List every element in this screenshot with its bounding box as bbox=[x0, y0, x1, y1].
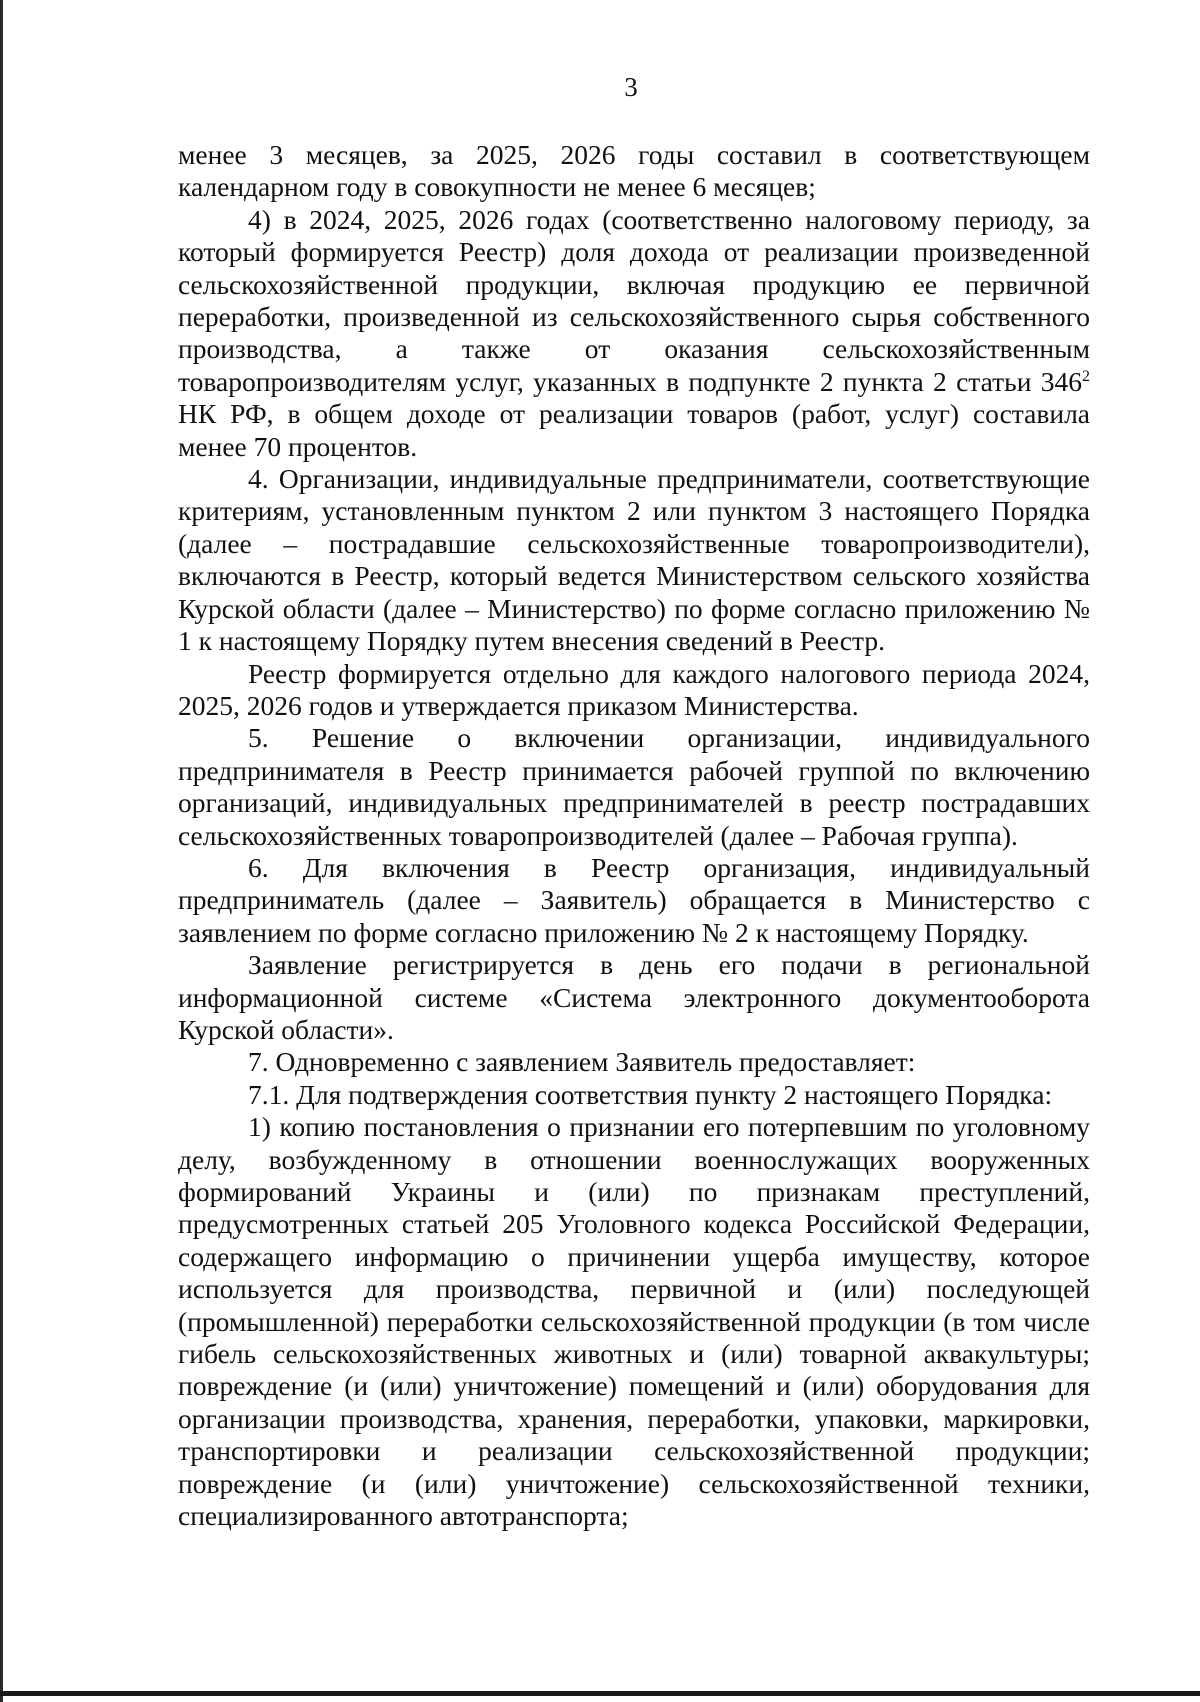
paragraph-clause-6: 6. Для включения в Реестр организация, индивидуальный предприниматель (далее – Заявитель) обращается в Министерство с заявлением по форме согласно приложению № 2 к настоящему Порядку. bbox=[178, 851, 1090, 948]
paragraph-clause-5: 5. Решение о включении организации, индивидуального предпринимателя в Реестр принимается рабочей группой по включению организаций, индивидуальных предпринимателей в реестр пострадавших сельскохозяйственных товаропроизводителей (далее – Рабочая группа). bbox=[178, 722, 1090, 851]
scan-left-edge bbox=[0, 0, 3, 1702]
paragraph-clause-7: 7. Одновременно с заявлением Заявитель предоставляет: bbox=[248, 1046, 916, 1078]
paragraph-continuation: менее 3 месяцев, за 2025, 2026 годы составил в соответствующем календарном году в совокупности не менее 6 месяцев; bbox=[178, 139, 1090, 203]
paragraph-registry-formation: Реестр формируется отдельно для каждого налогового периода 2024, 2025, 2026 годов и утверждается приказом Министерства. bbox=[178, 657, 1090, 721]
paragraph-text-after: НК РФ, в общем доходе от реализации товаров (работ, услуг) составила менее 70 процентов. bbox=[178, 398, 1090, 462]
page-number: 3 bbox=[624, 72, 638, 102]
paragraph-clause-4: 4. Организации, индивидуальные предприниматели, соответствующие критериям, установленным пунктом 2 или пунктом 3 настоящего Порядка (далее – пострадавшие сельскохозяйственные товаропроизводители), включаются в Реестр, который ведется Министерством сельского хозяйства Курской области (далее – Министерство) по форме согласно приложению № 1 к настоящему Порядку путем внесения сведений в Реестр. bbox=[178, 463, 1090, 657]
paragraph-application-registration: Заявление регистрируется в день его подачи в региональной информационной системе «Система электронного документооборота Курской области». bbox=[178, 949, 1090, 1045]
scan-bottom-edge bbox=[0, 1691, 1200, 1696]
document-body bbox=[178, 139, 1090, 1532]
paragraph-text: 4) в 2024, 2025, 2026 годах (соответственно налоговому периоду, за который формируется Реестр) доля дохода от реализации произведенной сельскохозяйственной продукции, включая продукцию ее первичной переработки, произведенной из сельскохозяйственного сырья собственного производства, а также от оказания сельскохозяйственным товаропроизводителям услуг, указанных в подпункте 2 пункта 2 статьи 346 bbox=[178, 203, 1090, 397]
paragraph-item-4-income-share bbox=[178, 204, 1090, 463]
paragraph-clause-7-1: 7.1. Для подтверждения соответствия пункту 2 настоящего Порядка: bbox=[248, 1078, 1053, 1110]
paragraph-item-1-resolution-copy: 1) копию постановления о признании его потерпевшим по уголовному делу, возбужденному в отношении военнослужащих вооруженных формирований Украины и (или) по признакам преступлений, предусмотренных статьей 205 Уголовного кодекса Российской Федерации, содержащего информацию о причинении ущерба имуществу, которое используется для производства, первичной и (или) последующей (промышленной) переработки сельскохозяйственной продукции (в том числе гибель сельскохозяйственных животных и (или) товарной аквакультуры; повреждение (и (или) уничтожение) помещений и (или) оборудования для организации производства, хранения, переработки, упаковки, маркировки, транспортировки и реализации сельскохозяйственной продукции; повреждение (и (или) уничтожение) сельскохозяйственной техники, специализированного автотранспорта; bbox=[178, 1111, 1090, 1532]
article-superscript: 2 bbox=[1082, 367, 1090, 385]
